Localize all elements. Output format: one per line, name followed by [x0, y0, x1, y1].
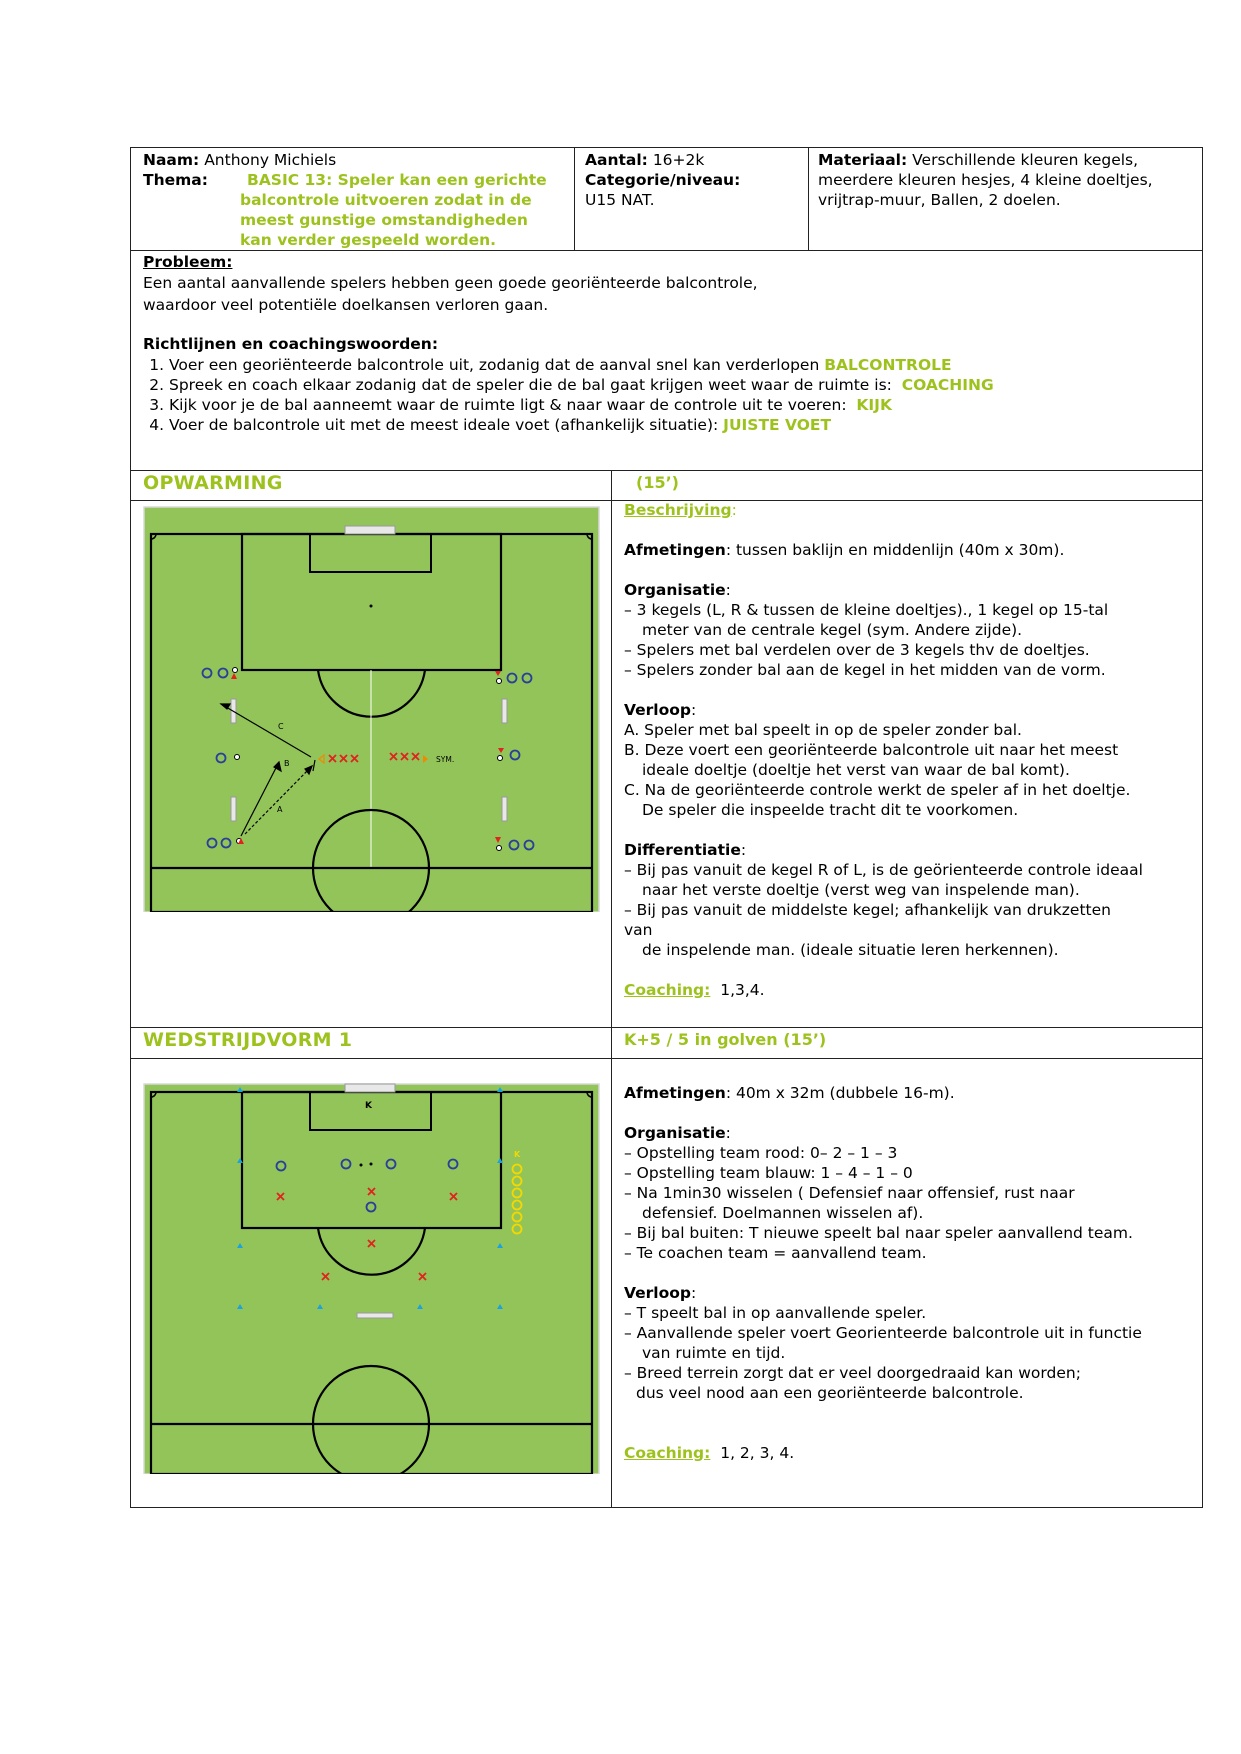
opwarming-duration: (15’) — [636, 473, 679, 492]
table-border — [130, 1027, 1202, 1028]
header-aantal — [585, 150, 805, 210]
header-naam-thema — [143, 150, 571, 250]
table-border — [574, 147, 575, 251]
opwarming-description: Beschrijving: Afmetingen: tussen baklijn en middenlijn (40m x 30m). Organisatie: – 3 kegels (L, R & tussen de kleine doeltjes)., 1 kegel op 15-tal meter van de centrale kegel (sym. Andere zijde). – Spelers met bal verdelen over de 3 kegels thv de doeltjes. – Spelers zonder bal aan de kegel in het midden van de vorm. Verloop: A. Speler met bal speelt in op de speler zonder bal. B. Deze voert een georiënteerde balcontrole uit naar het meest ideale doeltje (doeltje het verst van waar de bal komt). C. Na de georiënteerde controle werkt de speler af in het doeltje. De speler die inspeelde tracht dit te voorkomen. Differentiatie: – Bij pas vanuit de kegel R of L, is de geörienteerde controle ideaal naar het verste doeltje (verst weg van inspelende man). – Bij pas vanuit de middelste kegel; afhankelijk van drukzetten van de inspelende man. (ideale situatie leren herkennen). Coaching: 1,3,4. — [624, 501, 1143, 999]
list-item: 1. Voer een georiënteerde balcontrole uit, zodanig dat de aanval snel kan verderlopen BALCONTROLE — [169, 355, 1198, 375]
header-materiaal: Materiaal: Verschillende kleuren kegels, meerdere kleuren hesjes, 4 kleine doeltjes, vrijtrap-muur, Ballen, 2 doelen. — [818, 151, 1153, 209]
opwarming-title: OPWARMING — [143, 472, 283, 494]
richtlijnen-title: Richtlijnen en coachingswoorden: — [143, 335, 439, 353]
table-border — [130, 147, 1202, 148]
thema-label: Thema: — [143, 171, 208, 189]
categorie-label: Categorie/niveau: — [585, 171, 741, 189]
table-border — [808, 147, 809, 251]
richtlijnen-list — [143, 355, 1198, 435]
aantal-value: 16+2k — [652, 151, 705, 169]
beschrijving-label: Beschrijving — [624, 501, 732, 519]
naam-value: Anthony Michiels — [204, 151, 337, 169]
wedstrijdvorm-description: Afmetingen: 40m x 32m (dubbele 16-m). Organisatie: – Opstelling team rood: 0– 2 – 1 – 3 – Opstelling team blauw: 1 – 4 – 1 – 0 – Na 1min30 wisselen ( Defensief naar offensief, rust naar defensief. Doelmannen wisselen af). – Bij bal buiten: T nieuwe speelt bal naar speler aanvallend team. – Te coachen team = aanvallend team. Verloop: – T speelt bal in op aanvallende speler. – Aanvallende speler voert Georienteerde balcontrole uit in functie van ruimte en tijd. – Breed terrein zorgt dat er veel doorgedraaid kan worden; dus veel nood aan een georiënteerde balcontrole. Coaching: 1, 2, 3, 4. — [624, 1084, 1142, 1462]
table-border — [130, 147, 131, 1508]
coaching-label: Coaching: — [624, 1444, 711, 1462]
materiaal-label: Materiaal: — [818, 151, 908, 169]
list-item: 4. Voer de balcontrole uit met de meest ideale voet (afhankelijk situatie): JUISTE VOET — [169, 415, 1198, 435]
table-border — [130, 1058, 1202, 1059]
list-item: 3. Kijk voor je de bal aanneemt waar de ruimte ligt & naar waar de controle uit te voeren: KIJK — [169, 395, 1198, 415]
list-item: 2. Spreek en coach elkaar zodanig dat de speler die de bal gaat krijgen weet waar de ruimte is: COACHING — [169, 375, 1198, 395]
wedstrijdvorm-diagram — [141, 1060, 602, 1474]
categorie-value: U15 NAT. — [585, 191, 655, 209]
probleem-title: Probleem: — [143, 253, 233, 271]
table-border — [130, 250, 1202, 251]
probleem-section: Probleem: Een aantal aanvallende spelers hebben geen goede georiënteerde balcontrole, waardoor veel potentiële doelkansen verloren gaan. Richtlijnen en coachingswoorden: 1. Voer een georiënteerde balcontrole uit, zodanig dat de aanval snel kan verderlopen BALCONTROLE 2. Spreek en coach elkaar zodanig dat de speler die de bal gaat krijgen weet waar de ruimte is: COACHING 3. Kijk voor je de bal aanneemt waar de ruimte ligt & naar waar de controle uit te voeren: KIJK 4. Voer de balcontrole uit met de meest ideale voet (afhankelijk situatie): JUISTE VOET — [143, 252, 1198, 435]
wedstrijdvorm-title: WEDSTRIJDVORM 1 — [143, 1029, 353, 1051]
label-keeper: K — [365, 1101, 372, 1111]
table-border — [611, 470, 612, 1508]
label-a: A — [277, 805, 283, 814]
table-border — [1202, 147, 1203, 1508]
label-sym: SYM. — [436, 755, 455, 764]
label-b: B — [284, 759, 290, 768]
thema-value: BASIC 13: Speler kan een gerichte balcontrole uitvoeren zodat in de meest gunstige omstandigheden kan verder gespeeld worden. — [240, 171, 547, 249]
table-border — [130, 1507, 1202, 1508]
label-reserve: K — [514, 1150, 521, 1159]
naam-label: Naam: — [143, 151, 200, 169]
wedstrijdvorm-subtitle: K+5 / 5 in golven (15’) — [624, 1030, 827, 1049]
coaching-label: Coaching: — [624, 981, 711, 999]
aantal-label: Aantal: — [585, 151, 648, 169]
opwarming-diagram — [141, 504, 602, 912]
table-border — [130, 470, 1202, 471]
label-c: C — [278, 722, 284, 731]
